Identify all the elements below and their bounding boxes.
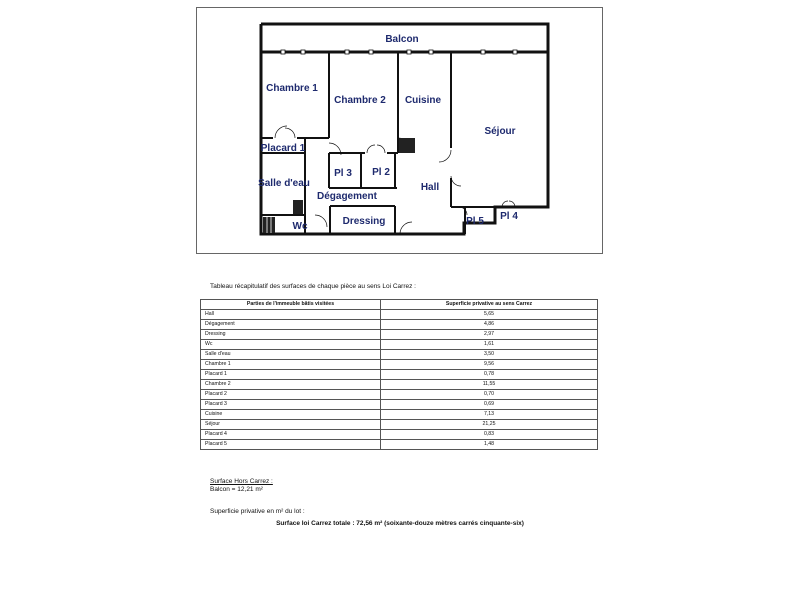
room-name-cell: Placard 1 <box>201 370 381 380</box>
room-label-balcon: Balcon <box>385 34 419 45</box>
room-label-chambre-2: Chambre 2 <box>334 95 386 106</box>
table-row <box>201 320 598 330</box>
floor-plan-drawing <box>197 8 604 255</box>
room-name-cell: Séjour <box>201 420 381 430</box>
room-name-cell: Salle d'eau <box>201 350 381 360</box>
room-label-sejour: Séjour <box>484 126 516 137</box>
table-row <box>201 420 598 430</box>
table-row <box>201 310 598 320</box>
room-name-cell: Placard 3 <box>201 400 381 410</box>
door-swing <box>451 176 461 186</box>
surface-cell: 5,65 <box>381 310 598 320</box>
hors-carrez-title: Surface Hors Carrez : <box>210 478 273 485</box>
surfaces-table <box>200 299 598 450</box>
table-row <box>201 360 598 370</box>
room-label-chambre-1: Chambre 1 <box>266 83 318 94</box>
floor-plan <box>196 7 603 254</box>
surface-cell: 0,83 <box>381 430 598 440</box>
surface-cell: 0,78 <box>381 370 598 380</box>
room-label-pl-3: Pl 3 <box>334 168 352 179</box>
room-label-salle-d-eau: Salle d'eau <box>258 178 310 189</box>
room-name-cell: Dressing <box>201 330 381 340</box>
column-header-parts: Parties de l'immeuble bâtis visitées <box>201 300 381 310</box>
room-name-cell: Placard 4 <box>201 430 381 440</box>
room-label-hall: Hall <box>420 182 440 193</box>
table-row <box>201 330 598 340</box>
fridge-fixture <box>399 138 415 153</box>
room-label-pl-2: Pl 2 <box>372 167 390 178</box>
surface-cell: 9,56 <box>381 360 598 370</box>
door-swing <box>285 128 295 138</box>
surface-cell: 4,86 <box>381 320 598 330</box>
table-row <box>201 400 598 410</box>
table-row <box>201 440 598 450</box>
surface-cell: 3,50 <box>381 350 598 360</box>
room-label-placard-1: Placard 1 <box>260 143 306 154</box>
room-name-cell: Dégagement <box>201 320 381 330</box>
surface-cell: 21,25 <box>381 420 598 430</box>
room-name-cell: Chambre 2 <box>201 380 381 390</box>
surface-cell: 0,70 <box>381 390 598 400</box>
surface-cell: 0,69 <box>381 400 598 410</box>
room-label-degagement: Dégagement <box>316 191 378 202</box>
hors-carrez-balcon: Balcon = 12,21 m² <box>210 486 263 493</box>
table-row <box>201 370 598 380</box>
room-label-pl-5: Pl 5 <box>466 216 484 227</box>
room-label-wc: Wc <box>292 221 308 232</box>
door-swing <box>439 150 451 162</box>
door-swing <box>367 145 375 153</box>
door-swing <box>315 215 327 227</box>
room-label-pl-4: Pl 4 <box>500 211 518 222</box>
wc-fixture <box>263 217 275 233</box>
table-row <box>201 350 598 360</box>
surface-cell: 1,61 <box>381 340 598 350</box>
surface-cell: 2,97 <box>381 330 598 340</box>
column-header-surface: Superficie privative au sens Carrez <box>381 300 598 310</box>
table-row <box>201 430 598 440</box>
table-header-row <box>201 300 598 310</box>
shower-fixture <box>293 200 303 214</box>
table-row <box>201 380 598 390</box>
room-name-cell: Chambre 1 <box>201 360 381 370</box>
door-swing <box>377 145 385 153</box>
total-carrez-surface: Surface loi Carrez totale : 72,56 m² (soixante-douze mètres carrés cinquante-six) <box>276 520 524 527</box>
table-row <box>201 340 598 350</box>
table-row <box>201 410 598 420</box>
room-name-cell: Hall <box>201 310 381 320</box>
room-name-cell: Placard 5 <box>201 440 381 450</box>
room-name-cell: Wc <box>201 340 381 350</box>
surface-cell: 11,55 <box>381 380 598 390</box>
table-row <box>201 390 598 400</box>
room-name-cell: Placard 2 <box>201 390 381 400</box>
room-label-dressing: Dressing <box>342 216 386 227</box>
table-caption: Tableau récapitulatif des surfaces de chaque pièce au sens Loi Carrez : <box>210 283 416 290</box>
door-swing <box>400 222 412 234</box>
lot-surface-label: Superficie privative en m² du lot : <box>210 508 305 515</box>
room-name-cell: Cuisine <box>201 410 381 420</box>
room-label-cuisine: Cuisine <box>404 95 442 106</box>
surface-cell: 1,48 <box>381 440 598 450</box>
surface-cell: 7,13 <box>381 410 598 420</box>
